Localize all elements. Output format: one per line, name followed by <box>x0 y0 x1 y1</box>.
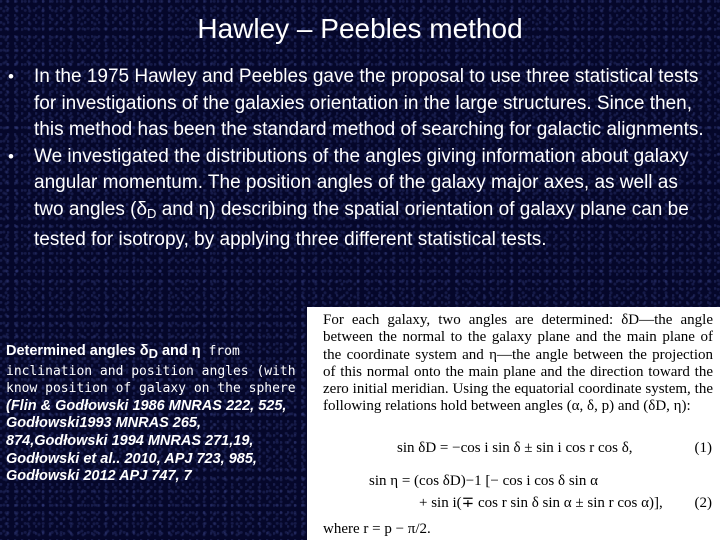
slide-title: Hawley – Peebles method <box>197 13 523 44</box>
bullet-item <box>6 64 711 144</box>
paper-excerpt <box>307 307 720 540</box>
note-heading-cont: and η <box>157 343 201 359</box>
bullet-item <box>6 144 711 254</box>
equation-1-number: (1) <box>694 440 712 456</box>
note-citations: (Flin & Godłowski 1986 MNRAS 222, 525, Godłowski1993 MNRAS 265, 874,Godłowski 1994 MNRAS 271,19, Godłowski et al.. 2010, APJ 723, 985, Godłowski 2012 APJ 747, 7 <box>6 397 287 485</box>
equation-2b: + sin i(∓ cos r sin δ sin α ± sin r cos α)], <box>419 495 663 511</box>
note-body: from inclination and position angles (with know position of galaxy on the sphere <box>6 344 296 397</box>
bullet-dot-icon: • <box>8 67 14 86</box>
equation-2a: sin η = (cos δD)−1 [− cos i cos δ sin α <box>369 473 598 489</box>
bullet-list <box>6 64 711 254</box>
note-heading: Determined angles δ <box>6 343 149 359</box>
equation-where: where r = p − π/2. <box>323 521 431 537</box>
paper-paragraph: For each galaxy, two angles are determined: δD—the angle between the normal to the galaxy plane and the main plane of the coordinate system and η—the angle between the projection of this normal onto the main plane and the direction toward the zero initial meridian. Using the equatorial coordinate system, the following relations hold between angles (α, δ, p) and (δD, η): <box>323 312 713 415</box>
equation-2-number: (2) <box>694 495 712 511</box>
subscript: D <box>147 205 157 221</box>
bullet-text: We investigated the distributions of the angles giving information about galaxy angular momentum. The position angles of the galaxy major axes, as well as two angles (δ <box>34 145 689 220</box>
equation-1: sin δD = −cos i sin δ ± sin i cos r cos δ, <box>397 440 633 456</box>
bullet-text: In the 1975 Hawley and Peebles gave the proposal to use three statistical tests for investigations of the galaxies orientation in the large structures. Since then, this method has been the standard method of searching for galactic alignments. <box>34 66 704 140</box>
subscript: D <box>148 346 158 361</box>
determined-angles-note <box>6 343 296 486</box>
bullet-text-cont: and η) describing the spatial orientation of galaxy plane can be tested for isotropy, by applying three different statistical tests. <box>34 198 689 250</box>
bullet-dot-icon: • <box>8 146 14 166</box>
